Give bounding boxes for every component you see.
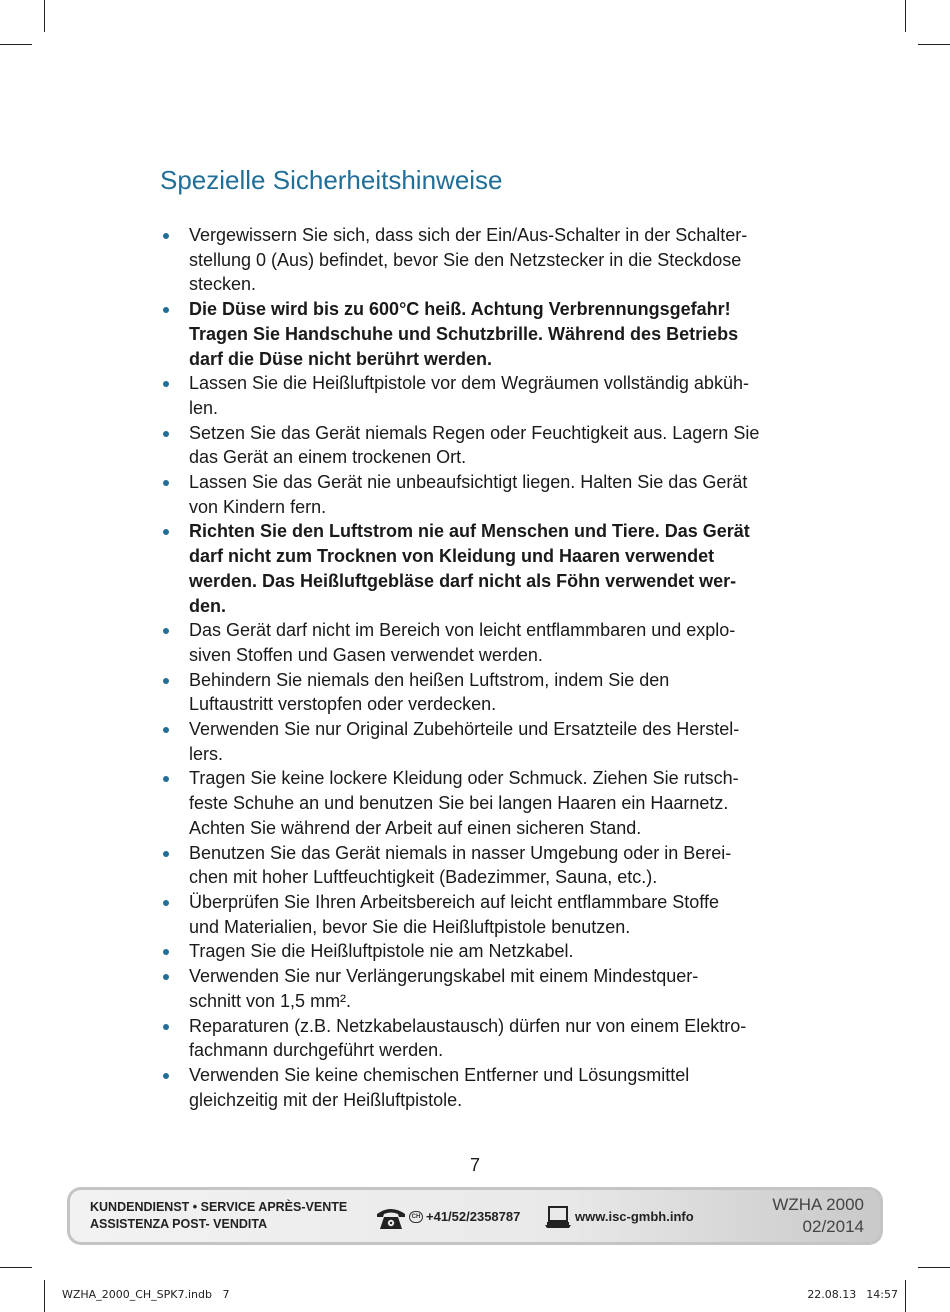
crop-mark-top-right-vertical	[905, 0, 906, 32]
safety-bullet	[189, 939, 799, 964]
safety-bullet-line: gleichzeitig mit der Heißluftpistole.	[189, 1089, 463, 1110]
safety-bullet	[189, 964, 799, 1013]
safety-bullet	[189, 371, 799, 420]
safety-bullet-line: Richten Sie den Luftstrom nie auf Menschen und Tiere. Das Gerät	[189, 521, 750, 542]
safety-bullet	[189, 717, 799, 766]
safety-bullet	[189, 618, 799, 667]
safety-bullet-line: Lassen Sie das Gerät nie unbeaufsichtigt liegen. Halten Sie das Gerät	[189, 472, 748, 493]
safety-bullet-line: Luftaustritt verstopfen oder verdecken.	[189, 694, 497, 715]
safety-bullet-line: den.	[189, 595, 227, 616]
safety-bullet-line: Das Gerät darf nicht im Bereich von leicht entflammbaren und explo-	[189, 620, 736, 641]
service-website: www.isc-gmbh.info	[575, 1209, 694, 1224]
page-title: Spezielle Sicherheitshinweise	[160, 165, 503, 195]
safety-bullet-line: Reparaturen (z.B. Netzkabelaustausch) dürfen nur von einem Elektro-	[189, 1015, 747, 1036]
safety-bullet-line: darf die Düse nicht berührt werden.	[189, 348, 493, 369]
telephone-icon	[375, 1206, 407, 1230]
safety-bullet	[189, 668, 799, 717]
safety-bullet-line: siven Stoffen und Gasen verwendet werden.	[189, 644, 543, 665]
country-badge: CH	[409, 1211, 423, 1223]
safety-bullet	[189, 1014, 799, 1063]
safety-bullet-line: und Materialien, bevor Sie die Heißluftpistole benutzen.	[189, 916, 631, 937]
print-slug-file: WZHA_2000_CH_SPK7.indb 7	[62, 1288, 230, 1301]
crop-mark-top-left-vertical	[44, 0, 45, 32]
safety-bullet-line: Verwenden Sie nur Original Zubehörteile und Ersatzteile des Herstel-	[189, 719, 740, 740]
print-slug-timestamp	[807, 1288, 898, 1301]
service-label	[90, 1199, 347, 1233]
safety-bullet-line: Setzen Sie das Gerät niemals Regen oder Feuchtigkeit aus. Lagern Sie	[189, 422, 760, 443]
safety-bullet-line: Achten Sie während der Arbeit auf einen sicheren Stand.	[189, 817, 642, 838]
crop-mark-bottom-left-vertical	[44, 1280, 45, 1312]
safety-bullet-line: len.	[189, 397, 219, 418]
page-number: 7	[469, 1155, 480, 1175]
safety-bullet-line: Die Düse wird bis zu 600°C heiß. Achtung Verbrennungsgefahr!	[189, 299, 731, 320]
crop-mark-top-right-horizontal	[918, 44, 950, 45]
safety-bullet-line: werden. Das Heißluftgebläse darf nicht als Föhn verwendet wer-	[189, 570, 737, 591]
model-info	[772, 1194, 864, 1238]
safety-bullet-line: Tragen Sie Handschuhe und Schutzbrille. Während des Betriebs	[189, 323, 739, 344]
safety-bullet-line: Verwenden Sie keine chemischen Entferner und Lösungsmittel	[189, 1064, 690, 1085]
safety-bullet-line: das Gerät an einem trockenen Ort.	[189, 447, 467, 468]
safety-bullet-line: Vergewissern Sie sich, dass sich der Ein/Aus-Schalter in der Schalter-	[189, 225, 748, 245]
safety-bullet	[189, 890, 799, 939]
crop-mark-top-left-horizontal	[0, 44, 32, 45]
service-footer-bar	[67, 1187, 883, 1245]
service-line-2: ASSISTENZA POST- VENDITA	[90, 1217, 268, 1231]
safety-bullet-line: darf nicht zum Trocknen von Kleidung und Haaren verwendet	[189, 546, 715, 567]
safety-bullet-line: chen mit hoher Luftfeuchtigkeit (Badezimmer, Sauna, etc.).	[189, 867, 658, 888]
safety-bullet-line: schnitt von 1,5 mm².	[189, 990, 352, 1011]
safety-bullet	[189, 297, 799, 371]
safety-bullet	[189, 841, 799, 890]
safety-bullet-line: lers.	[189, 743, 224, 764]
service-footer-inner	[70, 1190, 880, 1242]
safety-bullet-line: Tragen Sie die Heißluftpistole nie am Netzkabel.	[189, 941, 574, 962]
crop-mark-bottom-right-horizontal	[918, 1267, 950, 1268]
safety-bullet	[189, 470, 799, 519]
laptop-icon	[544, 1205, 572, 1229]
safety-instructions-list	[189, 223, 799, 1112]
safety-bullet-line: stellung 0 (Aus) befindet, bevor Sie den Netzstecker in die Steckdose	[189, 249, 742, 270]
print-slug-time: 14:57	[866, 1288, 898, 1301]
crop-mark-bottom-right-vertical	[905, 1280, 906, 1312]
safety-bullet	[189, 519, 799, 618]
safety-bullet-line: Behindern Sie niemals den heißen Luftstrom, indem Sie den	[189, 669, 670, 690]
crop-mark-bottom-left-horizontal	[0, 1267, 32, 1268]
service-phone: +41/52/2358787	[426, 1209, 521, 1224]
safety-bullet-line: Benutzen Sie das Gerät niemals in nasser Umgebung oder in Berei-	[189, 842, 732, 863]
safety-bullet-line: Überprüfen Sie Ihren Arbeitsbereich auf leicht entflammbare Stoffe	[189, 891, 719, 912]
model-number: WZHA 2000	[772, 1195, 864, 1214]
safety-bullet-line: Lassen Sie die Heißluftpistole vor dem Wegräumen vollständig abküh-	[189, 373, 749, 394]
safety-bullet	[189, 766, 799, 840]
safety-bullet-line: von Kindern fern.	[189, 496, 327, 517]
safety-bullet-line: Tragen Sie keine lockere Kleidung oder Schmuck. Ziehen Sie rutsch-	[189, 768, 739, 789]
edition-date: 02/2014	[802, 1217, 864, 1236]
safety-bullet-line: stecken.	[189, 274, 257, 295]
print-slug-date: 22.08.13	[807, 1288, 857, 1301]
safety-bullet-line: Verwenden Sie nur Verlängerungskabel mit einem Mindestquer-	[189, 966, 699, 987]
safety-bullet	[189, 223, 799, 297]
safety-bullet	[189, 421, 799, 470]
service-line-1: KUNDENDIENST • SERVICE APRÈS-VENTE	[90, 1200, 348, 1214]
safety-bullet-line: fachmann durchgeführt werden.	[189, 1040, 444, 1061]
safety-bullet-line: feste Schuhe an und benutzen Sie bei langen Haaren ein Haarnetz.	[189, 793, 729, 814]
safety-bullet	[189, 1063, 799, 1112]
